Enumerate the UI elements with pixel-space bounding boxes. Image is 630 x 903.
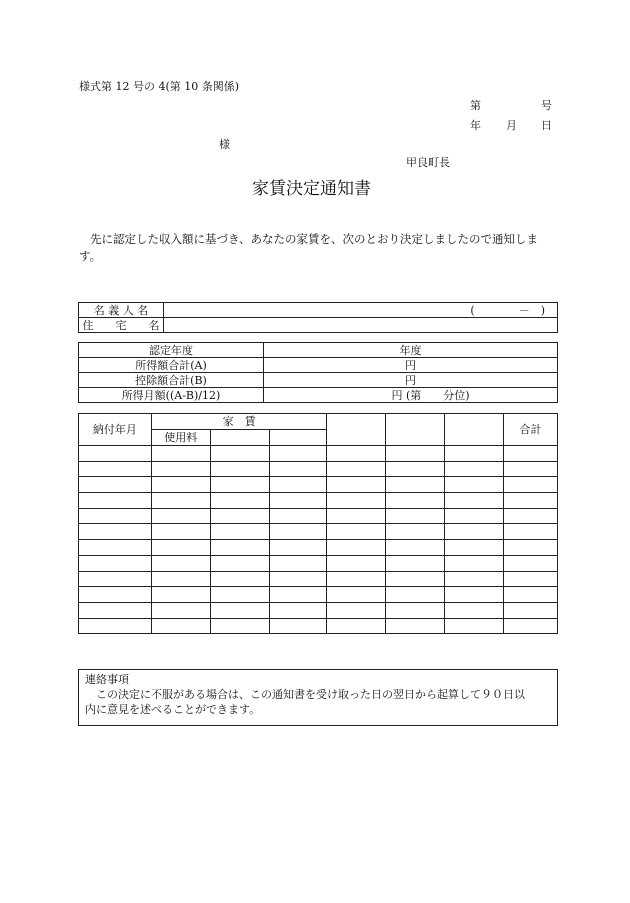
amount-cell[interactable] — [327, 587, 386, 603]
amount-cell[interactable] — [151, 571, 210, 587]
total-cell[interactable] — [504, 477, 558, 493]
amount-cell[interactable] — [327, 446, 386, 462]
name-field[interactable] — [164, 303, 558, 318]
date-month: 月 — [506, 119, 517, 132]
table-row — [79, 461, 558, 477]
issuer: 甲良町長 — [406, 156, 450, 169]
amount-cell[interactable] — [445, 571, 504, 587]
amount-cell[interactable] — [210, 508, 269, 524]
income-label: 所得額合計(A) — [79, 358, 264, 373]
amount-cell[interactable] — [445, 618, 504, 634]
total-cell[interactable] — [504, 555, 558, 571]
total-cell[interactable] — [504, 493, 558, 509]
identity-table — [78, 302, 558, 333]
month-cell[interactable] — [79, 493, 152, 509]
table-row — [79, 373, 558, 388]
income-value[interactable]: 円 (第 分位) — [264, 388, 558, 403]
amount-cell[interactable] — [210, 602, 269, 618]
amount-cell[interactable] — [386, 461, 445, 477]
amount-cell[interactable] — [210, 587, 269, 603]
table-row — [79, 508, 558, 524]
income-table — [78, 342, 558, 403]
month-cell[interactable] — [79, 446, 152, 462]
amount-cell[interactable] — [269, 461, 327, 477]
form-label: 様式第 12 号の 4(第 10 条関係) — [79, 80, 240, 93]
address-label: 住 宅 名 — [79, 318, 164, 333]
amount-cell[interactable] — [445, 555, 504, 571]
col-rent-header: 家 賃 — [151, 414, 327, 430]
total-cell[interactable] — [504, 540, 558, 556]
amount-cell[interactable] — [210, 461, 269, 477]
number-suffix: 号 — [541, 99, 552, 112]
col-blank-header — [445, 414, 504, 446]
table-row — [79, 524, 558, 540]
total-cell[interactable] — [504, 587, 558, 603]
month-cell[interactable] — [79, 618, 152, 634]
amount-cell[interactable] — [327, 477, 386, 493]
amount-cell[interactable] — [327, 493, 386, 509]
month-cell[interactable] — [79, 555, 152, 571]
total-cell[interactable] — [504, 508, 558, 524]
amount-cell[interactable] — [386, 446, 445, 462]
table-row — [79, 587, 558, 603]
income-label: 認定年度 — [79, 343, 264, 358]
amount-cell[interactable] — [151, 618, 210, 634]
date-day: 日 — [541, 119, 552, 132]
amount-cell[interactable] — [151, 555, 210, 571]
amount-cell[interactable] — [210, 446, 269, 462]
table-row — [79, 303, 558, 318]
amount-cell[interactable] — [210, 493, 269, 509]
amount-cell[interactable] — [210, 555, 269, 571]
amount-cell[interactable] — [327, 555, 386, 571]
amount-cell[interactable] — [151, 602, 210, 618]
month-cell[interactable] — [79, 540, 152, 556]
amount-cell[interactable] — [445, 602, 504, 618]
amount-cell[interactable] — [269, 540, 327, 556]
amount-cell[interactable] — [386, 555, 445, 571]
amount-cell[interactable] — [386, 618, 445, 634]
amount-cell[interactable] — [327, 524, 386, 540]
amount-cell[interactable] — [269, 587, 327, 603]
table-row — [79, 555, 558, 571]
table-row — [79, 540, 558, 556]
table-row — [79, 358, 558, 373]
amount-cell[interactable] — [445, 461, 504, 477]
amount-cell[interactable] — [445, 540, 504, 556]
month-cell[interactable] — [79, 602, 152, 618]
document-title: 家賃決定通知書 — [252, 179, 371, 199]
amount-cell[interactable] — [210, 524, 269, 540]
rent-table — [78, 413, 558, 634]
month-cell[interactable] — [79, 587, 152, 603]
amount-cell[interactable] — [327, 508, 386, 524]
number-prefix: 第 — [470, 99, 481, 112]
table-row — [79, 388, 558, 403]
amount-cell[interactable] — [269, 493, 327, 509]
amount-cell[interactable] — [269, 602, 327, 618]
income-label: 控除額合計(B) — [79, 373, 264, 388]
notes-line1: この決定に不服がある場合は、この通知書を受け取った日の翌日から起算して９０日以 — [85, 688, 525, 701]
amount-cell[interactable] — [151, 461, 210, 477]
table-row — [79, 318, 558, 333]
col-usage-header: 使用料 — [151, 430, 210, 446]
amount-cell[interactable] — [269, 555, 327, 571]
col-sub-header — [210, 430, 269, 446]
total-cell[interactable] — [504, 602, 558, 618]
amount-cell[interactable] — [269, 618, 327, 634]
total-cell[interactable] — [504, 571, 558, 587]
amount-cell[interactable] — [327, 618, 386, 634]
date-year: 年 — [470, 119, 481, 132]
table-row — [79, 602, 558, 618]
amount-cell[interactable] — [386, 508, 445, 524]
table-row — [79, 446, 558, 462]
amount-cell[interactable] — [210, 477, 269, 493]
body-text-line2: す。 — [79, 249, 102, 263]
income-value[interactable]: 年度 — [264, 343, 558, 358]
amount-cell[interactable] — [269, 477, 327, 493]
body-text-line1: 先に認定した収入額に基づき、あなたの家賃を、次のとおり決定しましたので通知しま — [90, 232, 539, 246]
amount-cell[interactable] — [269, 571, 327, 587]
amount-cell[interactable] — [151, 446, 210, 462]
amount-cell[interactable] — [386, 477, 445, 493]
amount-cell[interactable] — [386, 571, 445, 587]
col-month-header: 納付年月 — [79, 414, 152, 446]
addressee-suffix: 様 — [219, 138, 230, 151]
income-value[interactable]: 円 — [264, 358, 558, 373]
name-label: 名 義 人 名 — [79, 303, 164, 318]
month-cell[interactable] — [79, 461, 152, 477]
month-cell[interactable] — [79, 508, 152, 524]
amount-cell[interactable] — [386, 602, 445, 618]
amount-cell[interactable] — [269, 446, 327, 462]
amount-cell[interactable] — [327, 602, 386, 618]
amount-cell[interactable] — [445, 587, 504, 603]
table-row — [79, 618, 558, 634]
amount-cell[interactable] — [151, 540, 210, 556]
amount-cell[interactable] — [386, 493, 445, 509]
total-cell[interactable] — [504, 461, 558, 477]
amount-cell[interactable] — [327, 461, 386, 477]
month-cell[interactable] — [79, 477, 152, 493]
table-row — [79, 414, 558, 430]
col-blank-header — [386, 414, 445, 446]
amount-cell[interactable] — [445, 477, 504, 493]
income-label: 所得月額((A-B)/12) — [79, 388, 264, 403]
table-row — [79, 477, 558, 493]
amount-cell[interactable] — [386, 587, 445, 603]
amount-cell[interactable] — [151, 524, 210, 540]
table-row — [79, 493, 558, 509]
month-cell[interactable] — [79, 524, 152, 540]
amount-cell[interactable] — [210, 571, 269, 587]
table-row — [79, 343, 558, 358]
address-field[interactable] — [164, 318, 558, 333]
notes-box — [78, 669, 558, 726]
amount-cell[interactable] — [210, 540, 269, 556]
income-value[interactable]: 円 — [264, 373, 558, 388]
notes-heading: 連絡事項 — [85, 673, 129, 686]
amount-cell[interactable] — [151, 587, 210, 603]
amount-cell[interactable] — [445, 446, 504, 462]
notes-line2: 内に意見を述べることができます。 — [85, 703, 261, 716]
amount-cell[interactable] — [269, 508, 327, 524]
amount-cell[interactable] — [445, 508, 504, 524]
amount-cell[interactable] — [327, 540, 386, 556]
table-row — [79, 571, 558, 587]
amount-cell[interactable] — [386, 540, 445, 556]
name-paren: ( － ) — [470, 303, 545, 317]
amount-cell[interactable] — [151, 477, 210, 493]
amount-cell[interactable] — [210, 618, 269, 634]
amount-cell[interactable] — [327, 571, 386, 587]
col-total-header: 合計 — [504, 414, 558, 446]
amount-cell[interactable] — [445, 524, 504, 540]
amount-cell[interactable] — [151, 508, 210, 524]
total-cell[interactable] — [504, 618, 558, 634]
total-cell[interactable] — [504, 524, 558, 540]
amount-cell[interactable] — [386, 524, 445, 540]
total-cell[interactable] — [504, 446, 558, 462]
amount-cell[interactable] — [269, 524, 327, 540]
amount-cell[interactable] — [445, 493, 504, 509]
col-blank-header — [327, 414, 386, 446]
col-sub-header — [269, 430, 327, 446]
amount-cell[interactable] — [151, 493, 210, 509]
month-cell[interactable] — [79, 571, 152, 587]
